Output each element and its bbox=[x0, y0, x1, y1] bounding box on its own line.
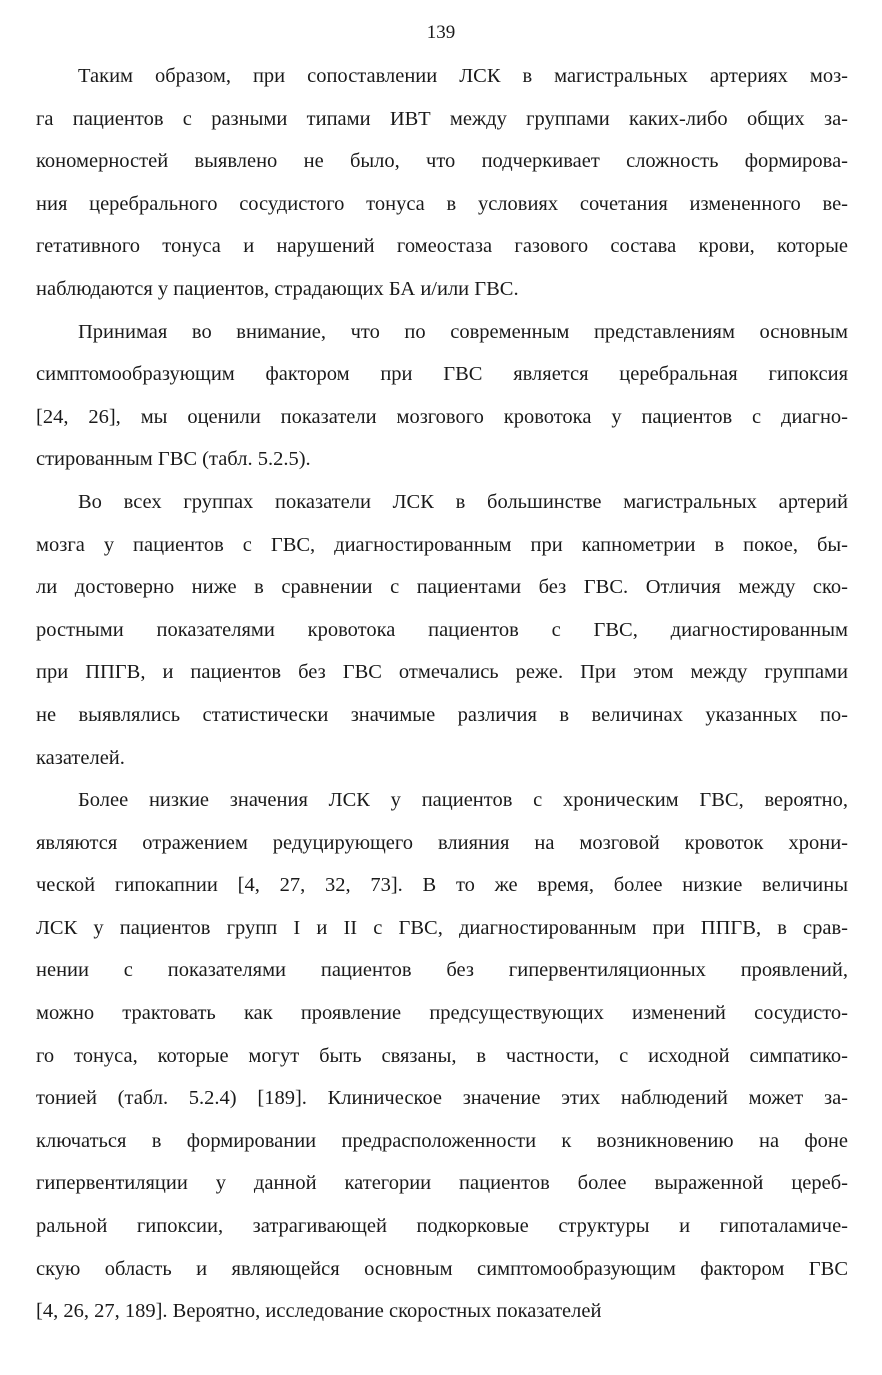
text-line: Во всех группах показатели ЛСК в большинстве магистральных артерий bbox=[78, 490, 848, 513]
paragraph-2 bbox=[36, 311, 848, 481]
text-line: го тонуса, которые могут быть связаны, в частности, с исходной симпатико- bbox=[36, 1044, 848, 1067]
text-line: мозга у пациентов с ГВС, диагностированным при капнометрии в покое, бы- bbox=[36, 533, 848, 556]
text-line: являются отражением редуцирующего влияния на мозговой кровоток хрони- bbox=[36, 831, 848, 854]
text-line: [4, 26, 27, 189]. Вероятно, исследование скоростных показателей bbox=[36, 1300, 602, 1323]
paragraph-1 bbox=[36, 55, 848, 311]
text-line: ЛСК у пациентов групп I и II с ГВС, диагностированным при ППГВ, в срав- bbox=[36, 916, 848, 939]
text-line: при ППГВ, и пациентов без ГВС отмечались реже. При этом между группами bbox=[36, 661, 848, 684]
text-line: не выявлялись статистически значимые различия в величинах указанных по- bbox=[36, 703, 848, 726]
text-line: нении с показателями пациентов без гипервентиляционных проявлений, bbox=[36, 959, 848, 982]
text-line: [24, 26], мы оценили показатели мозгового кровотока у пациентов с диагно- bbox=[36, 405, 848, 428]
text-line: ральной гипоксии, затрагивающей подкорковые структуры и гипоталамиче- bbox=[36, 1215, 848, 1238]
page-number: 139 bbox=[426, 22, 456, 43]
text-line: тонией (табл. 5.2.4) [189]. Клиническое значение этих наблюдений может за- bbox=[36, 1087, 848, 1110]
paragraph-3 bbox=[36, 481, 848, 779]
text-line: ростными показателями кровотока пациентов с ГВС, диагностированным bbox=[36, 618, 848, 641]
text-line: ли достоверно ниже в сравнении с пациентами без ГВС. Отличия между ско- bbox=[36, 576, 848, 599]
text-line: можно трактовать как проявление предсуществующих изменений сосудисто- bbox=[36, 1002, 848, 1025]
text-line: Более низкие значения ЛСК у пациентов с хроническим ГВС, вероятно, bbox=[78, 789, 848, 812]
text-line: казателей. bbox=[36, 746, 125, 769]
text-line: ния церебрального сосудистого тонуса в условиях сочетания измененного ве- bbox=[36, 192, 848, 215]
text-line: га пациентов с разными типами ИВТ между группами каких-либо общих за- bbox=[36, 107, 848, 130]
text-line: гетативного тонуса и нарушений гомеостаза газового состава крови, которые bbox=[36, 235, 848, 258]
text-line: стированным ГВС (табл. 5.2.5). bbox=[36, 448, 311, 471]
text-line: ключаться в формировании предрасположенности к возникновению на фоне bbox=[36, 1129, 848, 1152]
paragraph-4 bbox=[36, 779, 848, 1333]
text-line: наблюдаются у пациентов, страдающих БА и/или ГВС. bbox=[36, 277, 519, 300]
text-line: гипервентиляции у данной категории пациентов более выраженной цереб- bbox=[36, 1172, 848, 1195]
text-line: ческой гипокапнии [4, 27, 32, 73]. В то же время, более низкие величины bbox=[36, 874, 848, 897]
text-line: кономерностей выявлено не было, что подчеркивает сложность формирова- bbox=[36, 150, 848, 173]
text-line: Таким образом, при сопоставлении ЛСК в магистральных артериях моз- bbox=[78, 65, 848, 87]
text-line: симптомообразующим фактором при ГВС является церебральная гипоксия bbox=[36, 363, 848, 386]
text-line: Принимая во внимание, что по современным представлениям основным bbox=[78, 320, 848, 343]
text-line: скую область и являющейся основным симптомообразующим фактором ГВС bbox=[36, 1257, 848, 1280]
body-text bbox=[36, 55, 848, 1333]
